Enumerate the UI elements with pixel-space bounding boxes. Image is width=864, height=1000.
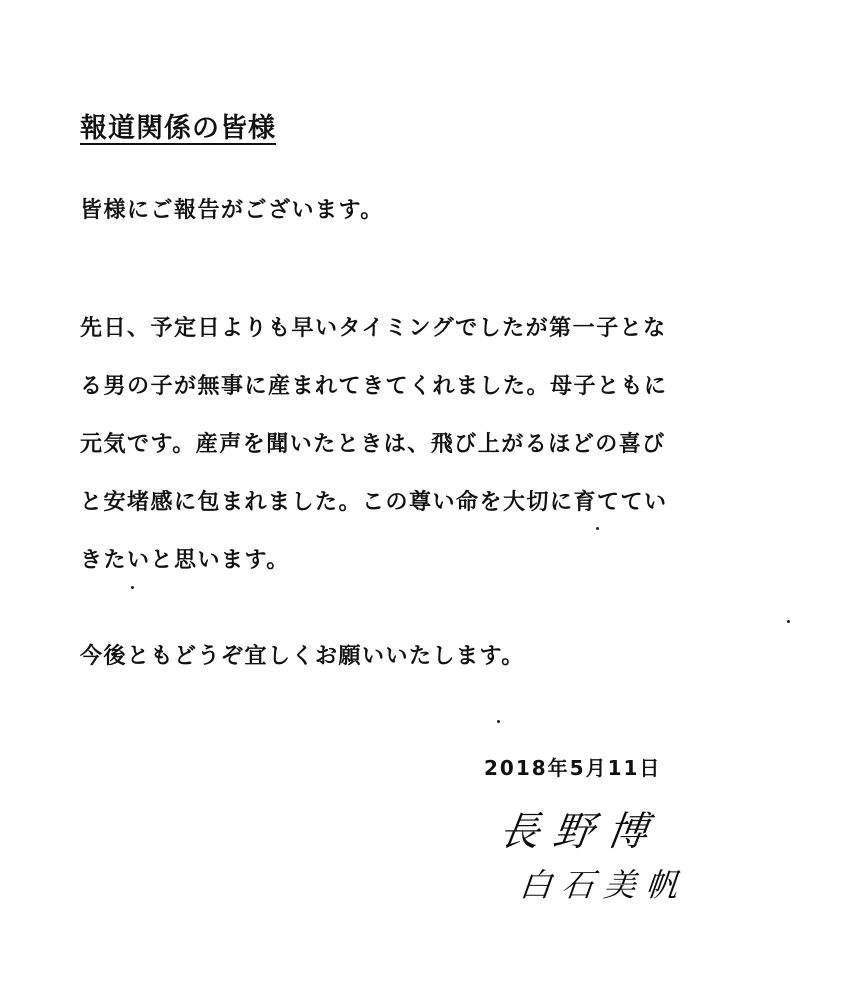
body-line: 先日、予定日よりも早いタイミングでしたが第一子とな (80, 316, 667, 341)
body-line: と安堵感に包まれました。この尊い命を大切に育ててい (80, 490, 668, 515)
scan-speck (596, 527, 599, 530)
body-line: る男の子が無事に産まれてきてくれました。母子ともに (80, 374, 668, 399)
signature-nagano: 長野博 (496, 809, 665, 855)
signature-shiraishi: 白石美帆 (517, 866, 690, 904)
closing-line: 今後ともどうぞ宜しくお願いいたします。 (80, 644, 525, 669)
letter-date: 2018年5月11日 (484, 756, 662, 780)
body-line: 元気です。産声を聞いたときは、飛び上がるほどの喜び (80, 432, 666, 457)
announcement-body (80, 300, 700, 590)
scan-speck (131, 586, 134, 589)
body-line: きたいと思います。 (80, 548, 290, 573)
letter-heading: 報道関係の皆様 (80, 113, 276, 144)
scan-speck (787, 620, 790, 623)
scan-speck (497, 720, 500, 723)
greeting-line: 皆様にご報告がございます。 (80, 198, 384, 223)
